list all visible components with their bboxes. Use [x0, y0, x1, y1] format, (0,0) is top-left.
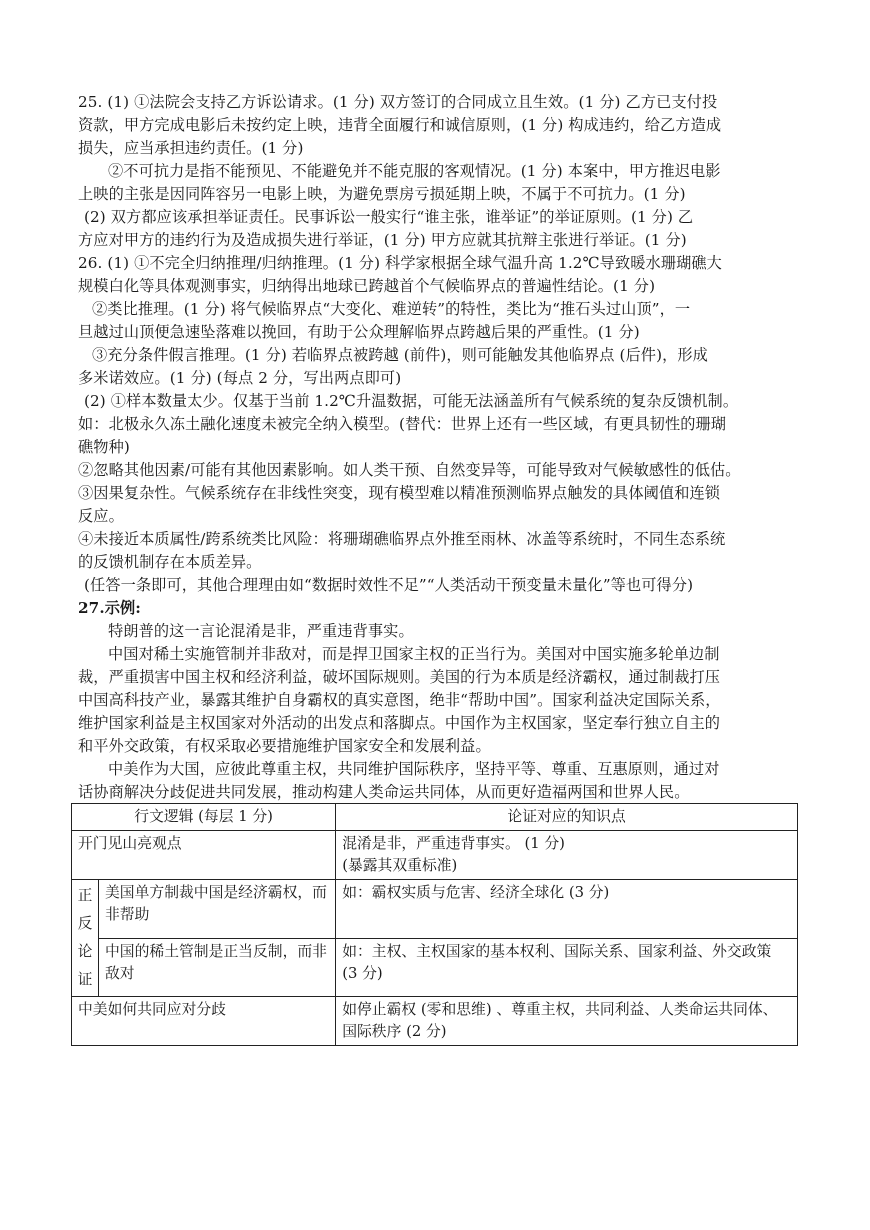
row-open-knowledge-note: (暴露其双重标准) [342, 857, 458, 874]
table-row [72, 938, 798, 997]
q26-line-5: ③充分条件假言推理。(1 分) 若临界点被跨越 (前件)，则可能触发其他临界点 (后件)，形成 [92, 346, 708, 364]
q25-line-3: 损失，应当承担违约责任。(1 分) [78, 139, 304, 157]
table-row [72, 880, 798, 939]
q26-line-2: 规模白化等具体观测事实，归纳得出地球已跨越首个气候临界点的普遍性结论。(1 分) [78, 277, 656, 295]
q26-line-15: (任答一条即可，其他合理理由如“数据时效性不足”“人类活动干预变量未量化”等也可得分) [84, 576, 694, 594]
table-row [72, 831, 798, 880]
q27-p2-line-5: 和平外交政策，有权采取必要措施维护国家安全和发展利益。 [78, 737, 491, 755]
row-china-control-knowledge: 如：主权、主权国家的基本权利、国际关系、国家利益、外交政策 (3 分) [336, 938, 798, 997]
q26-line-8: 如：北极永久冻土融化速度未被完全纳入模型。(替代：世界上还有一些区域，有更具韧性的珊瑚 [78, 415, 727, 433]
row-joint-response: 中美如何共同应对分歧 [72, 997, 336, 1046]
q25-line-2: 资款，甲方完成电影后未按约定上映，违背全面履行和诚信原则，(1 分) 构成违约，给乙方造成 [78, 116, 722, 134]
q26-line-13: ④未接近本质属性/跨系统类比风险：将珊瑚礁临界点外推至雨林、冰盖等系统时，不同生态系统 [78, 530, 726, 548]
q27-p2-line-3: 中国高科技产业，暴露其维护自身霸权的真实意图，绝非“帮助中国”。国家利益决定国际关系， [78, 691, 721, 709]
header-knowledge-points: 论证对应的知识点 [336, 804, 798, 831]
row-open-knowledge [336, 831, 798, 880]
q25-line-6: (2) 双方都应该承担举证责任。民事诉讼一般实行“谁主张，谁举证”的举证原则。(1 分) 乙 [84, 208, 694, 226]
q26-line-12: 反应。 [78, 507, 124, 525]
q26-line-1: 26. (1) ①不完全归纳推理/归纳推理。(1 分) 科学家根据全球气温升高 1.2℃导致暖水珊瑚礁大 [78, 254, 722, 272]
q25-line-4: ②不可抗力是指不能预见、不能避免并不能克服的客观情况。(1 分) 本案中，甲方推迟电影 [108, 162, 721, 180]
q27-heading: 27.示例: [78, 599, 142, 617]
q26-line-3: ②类比推理。(1 分) 将气候临界点“大变化、难逆转”的特性，类比为“推石头过山顶”，一 [92, 300, 691, 318]
side-char: 正 [77, 887, 93, 904]
side-char: 证 [77, 971, 93, 988]
row-joint-response-knowledge: 如停止霸权 (零和思维) 、尊重主权，共同利益、人类命运共同体、国际秩序 (2 分) [336, 997, 798, 1046]
header-writing-logic: 行文逻辑 (每层 1 分) [72, 804, 336, 831]
side-char: 反 [77, 915, 93, 932]
q25-line-5: 上映的主张是因同阵容另一电影上映，为避免票房亏损延期上映，不属于不可抗力。(1 分) [78, 185, 686, 203]
q26-line-4: 旦越过山顶便急速坠落难以挽回，有助于公众理解临界点跨越后果的严重性。(1 分) [78, 323, 640, 341]
side-label-argument [72, 880, 99, 997]
q26-line-10: ②忽略其他因素/可能有其他因素影响。如人类干预、自然变异等，可能导致对气候敏感性的低估。 [78, 461, 741, 479]
q27-paragraph-1: 特朗普的这一言论混淆是非，严重违背事实。 [108, 622, 414, 640]
q26-line-9: 礁物种) [78, 438, 130, 456]
row-us-sanction: 美国单方制裁中国是经济霸权，而非帮助 [99, 880, 336, 939]
row-china-control: 中国的稀土管制是正当反制，而非敌对 [99, 938, 336, 997]
q26-line-14: 的反馈机制存在本质差异。 [78, 553, 262, 571]
side-char: 论 [77, 943, 93, 960]
q26-line-7: (2) ①样本数量太少。仅基于当前 1.2℃升温数据，可能无法涵盖所有气候系统的复杂反馈机制。 [84, 392, 739, 410]
q27-p3-line-1: 中美作为大国，应彼此尊重主权，共同维护国际秩序，坚持平等、尊重、互惠原则，通过对 [108, 760, 720, 778]
q25-line-1: 25. (1) ①法院会支持乙方诉讼请求。(1 分) 双方签订的合同成立且生效。(1 分) 乙方已支付投 [78, 93, 718, 111]
q26-line-6: 多米诺效应。(1 分) (每点 2 分，写出两点即可) [78, 369, 402, 387]
table-row [72, 997, 798, 1046]
row-open-knowledge-main: 混淆是非，严重违背事实。 (1 分) [342, 835, 565, 852]
q26-line-11: ③因果复杂性。气候系统存在非线性突变，现有模型难以精准预测临界点触发的具体阈值和连锁 [78, 484, 721, 502]
q27-p2-line-2: 裁，严重损害中国主权和经济利益，破坏国际规则。美国的行为本质是经济霸权，通过制裁打压 [78, 668, 721, 686]
q25-line-7: 方应对甲方的违约行为及造成损失进行举证，(1 分) 甲方应就其抗辩主张进行举证。(1 分) [78, 231, 687, 249]
row-us-sanction-knowledge: 如：霸权实质与危害、经济全球化 (3 分) [336, 880, 798, 939]
row-open-viewpoint: 开门见山亮观点 [72, 831, 336, 880]
table-header-row [72, 804, 798, 831]
q27-p2-line-1: 中国对稀土实施管制并非敌对，而是捍卫国家主权的正当行为。美国对中国实施多轮单边制 [108, 645, 720, 663]
q27-p2-line-4: 维护国家利益是主权国家对外活动的出发点和落脚点。中国作为主权国家，坚定奉行独立自主的 [78, 714, 721, 732]
q27-p3-line-2: 话协商解决分歧促进共同发展，推动构建人类命运共同体，从而更好造福两国和世界人民。 [78, 783, 690, 801]
scoring-table [71, 803, 798, 1046]
